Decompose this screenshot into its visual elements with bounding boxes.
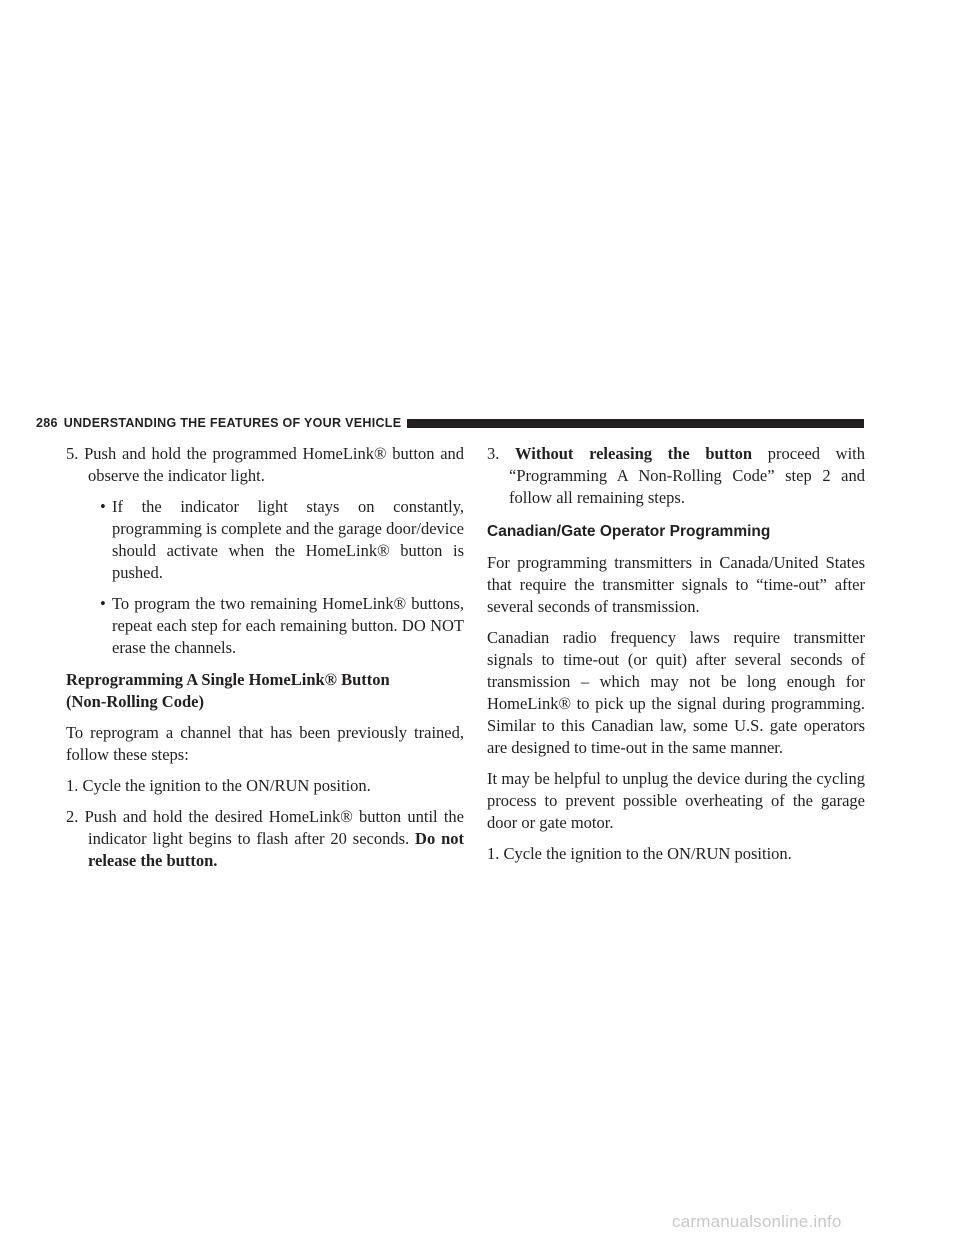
- step-text: Push and hold the programmed HomeLink® button and observe the indicator light.: [84, 444, 465, 485]
- header-rule: [407, 419, 864, 428]
- section-heading: Canadian/Gate Operator Programming: [487, 523, 771, 540]
- watermark: carmanualsonline.info: [672, 1212, 842, 1231]
- section-title: UNDERSTANDING THE FEATURES OF YOUR VEHICLE: [63, 416, 402, 430]
- page-number: 286: [36, 416, 58, 430]
- paragraph: Canadian radio frequency laws require transmitter signals to time-out (or quit) after several seconds of transmission – which may not be long enough for HomeLink® to pick up the signal during programming. Similar to this Canadian law, some U.S. gate operators are designed to time-out in the same manner.: [487, 628, 865, 757]
- bullet-icon: •: [100, 594, 106, 613]
- bullet-icon: •: [100, 497, 106, 516]
- left-column: [66, 443, 464, 881]
- step-5: [66, 443, 464, 487]
- intro-paragraph: To reprogram a channel that has been previously trained, follow these steps:: [66, 723, 464, 764]
- step-number: 5.: [66, 444, 79, 463]
- bullet-item: • To program the two remaining HomeLink® buttons, repeat each step for each remaining button. DO NOT erase the channels.: [100, 594, 464, 657]
- section-heading: Reprogramming A Single HomeLink® Button (Non-Rolling Code): [66, 670, 390, 711]
- right-column: [487, 443, 865, 874]
- step-2: 2. Push and hold the desired HomeLink® button until the indicator light begins to flash after 20 seconds. Do not release the button.: [66, 807, 465, 870]
- step-1: 1. Cycle the ignition to the ON/RUN position.: [487, 844, 792, 863]
- step-3: 3. Without releasing the button proceed with “Programming A Non-Rolling Code” step 2 and follow all remaining steps.: [487, 444, 866, 507]
- step-2-bold: Do not release the button.: [88, 829, 465, 870]
- paragraph: It may be helpful to unplug the device during the cycling process to prevent possible overheating of the garage door or gate motor.: [487, 769, 865, 832]
- step-1: 1. Cycle the ignition to the ON/RUN position.: [66, 776, 371, 795]
- paragraph: For programming transmitters in Canada/United States that require the transmitter signals to “time-out” after several seconds of transmission.: [487, 553, 865, 616]
- bullet-item: • If the indicator light stays on constantly, programming is complete and the garage door/device should activate when the HomeLink® button is pushed.: [100, 497, 464, 582]
- page-header: [36, 416, 864, 430]
